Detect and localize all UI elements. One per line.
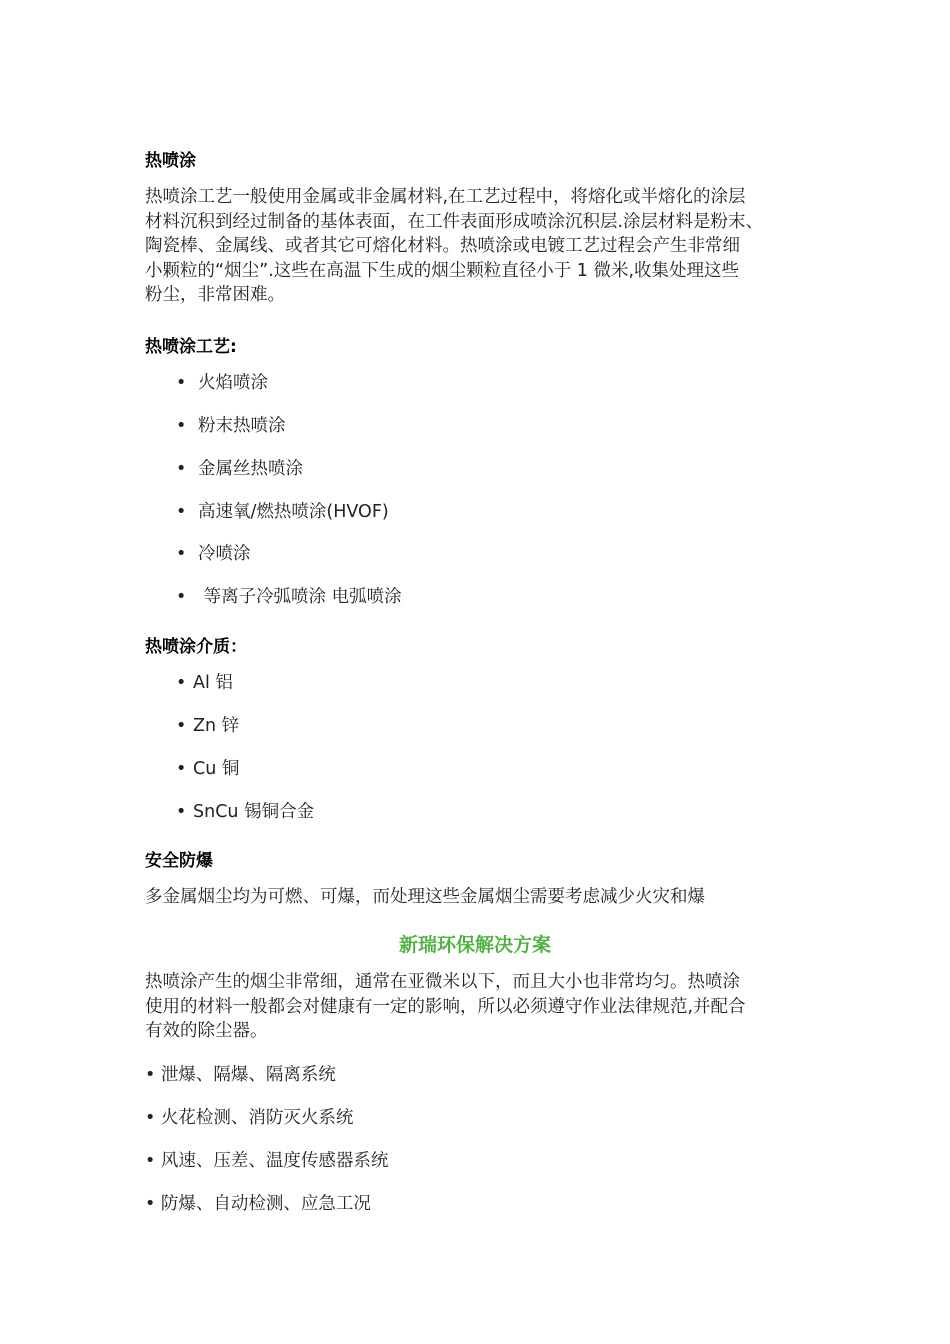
bullet: • (176, 673, 187, 693)
list-item-text: 高速氧/燃热喷涂(HVOF) (198, 502, 389, 522)
solution-paragraph (145, 970, 815, 1044)
solution-line: 使用的材料一般都会对健康有一定的影响，所以必须遵守作业法律规范,并配合 (145, 996, 746, 1017)
bullet: • (176, 759, 187, 779)
intro-line: 粉尘，非常困难。 (145, 285, 285, 305)
intro-line: 小颗粒的“烟尘”.这些在高温下生成的烟尘颗粒直径小于 1 微米,收集处理这些 (145, 260, 740, 281)
solution-item: • 风速、压差、温度传感器系统 (145, 1151, 389, 1171)
list-item (176, 372, 268, 394)
list-item-text: 等离子冷弧喷涂 电弧喷涂 (198, 587, 402, 607)
list-item-text: Cu 铜 (193, 759, 240, 779)
list-item (176, 801, 314, 823)
solution-item: • 防爆、自动检测、应急工况 (145, 1194, 371, 1214)
list-item (176, 758, 239, 780)
list-item-text: SnCu 锡铜合金 (193, 802, 315, 822)
bullet: • (176, 373, 187, 393)
solution-title: 新瑞环保解决方案 (398, 934, 551, 956)
list-item (176, 415, 286, 437)
list-item-text: 粉末热喷涂 (198, 416, 286, 436)
solution-item: • 火花检测、消防灭火系统 (145, 1108, 354, 1128)
bullet: • (176, 802, 187, 822)
list-item (176, 543, 251, 565)
intro-line: 陶瓷棒、金属线、或者其它可熔化材料。热喷涂或电镀工艺过程会产生非常细 (145, 236, 740, 256)
list-item-text: 金属丝热喷涂 (198, 459, 303, 479)
section-title-safety: 安全防爆 (145, 851, 213, 871)
list-item-text: Zn 锌 (193, 716, 240, 736)
list-item (176, 458, 303, 480)
solution-line: 热喷涂产生的烟尘非常细，通常在亚微米以下，而且大小也非常均匀。热喷涂 (145, 972, 740, 992)
bullet: • (176, 587, 187, 607)
bullet: • (176, 459, 187, 479)
bullet: • (176, 716, 187, 736)
safety-line: 多金属烟尘均为可燃、可爆，而处理这些金属烟尘需要考虑减少火灾和爆 (145, 887, 705, 907)
list-item (176, 501, 389, 523)
safety-paragraph (145, 885, 815, 910)
section-title-media: 热喷涂介质： (145, 637, 247, 657)
list-item-text: 火焰喷涂 (198, 373, 268, 393)
bullet: • (176, 416, 187, 436)
list-item (176, 672, 233, 694)
list-item (176, 715, 239, 737)
bullet: • (176, 544, 187, 564)
intro-line: 材料沉积到经过制备的基体表面，在工件表面形成喷涂沉积层.涂层材料是粉末、 (145, 211, 764, 232)
section-title-thermal-spray: 热喷涂 (145, 151, 196, 171)
list-item (176, 586, 402, 608)
solution-line: 有效的除尘器。 (145, 1021, 268, 1041)
intro-line: 热喷涂工艺一般使用金属或非金属材料,在工艺过程中，将熔化或半熔化的涂层 (145, 187, 746, 207)
list-item-text: Al 铝 (193, 673, 233, 693)
intro-paragraph (145, 185, 815, 308)
section-title-process: 热喷涂工艺: (145, 337, 237, 357)
bullet: • (176, 502, 187, 522)
list-item-text: 冷喷涂 (198, 544, 251, 564)
solution-item: • 泄爆、隔爆、隔离系统 (145, 1065, 336, 1085)
